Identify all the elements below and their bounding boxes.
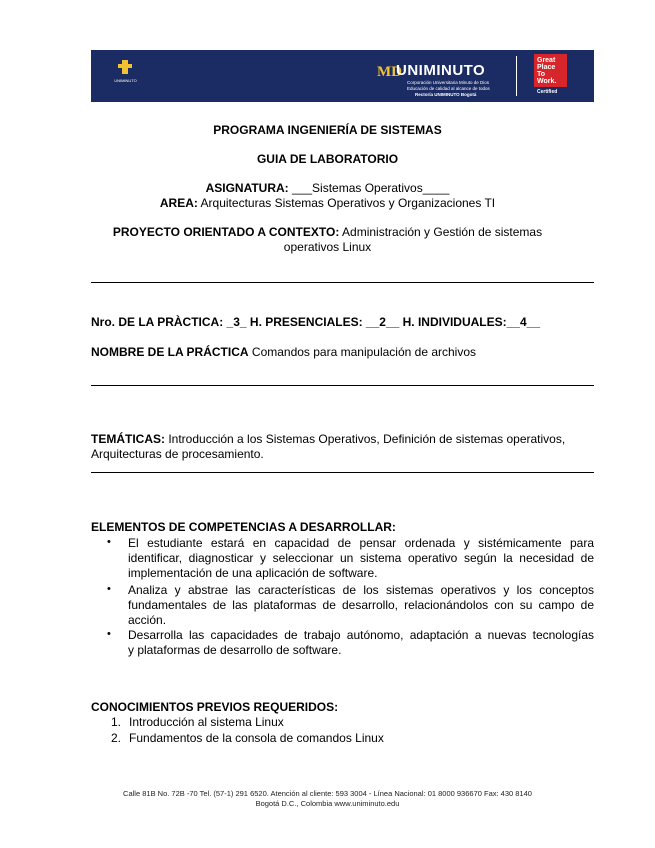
- subject-label: ASIGNATURA:: [205, 181, 289, 195]
- list-item-text: Fundamentos de la consola de comandos Linux: [129, 731, 384, 745]
- practice-name-label: NOMBRE DE LA PRÁCTICA: [91, 345, 249, 359]
- list-item-number: 1.: [111, 715, 122, 729]
- list-item-line: Desarrolla las capacidades de trabajo autónomo, adaptación a nuevas tecnologías: [128, 628, 594, 642]
- great-place-to-work-badge: [534, 54, 567, 99]
- gptw-line: Place: [537, 64, 556, 71]
- program-title: PROGRAMA INGENIERÍA DE SISTEMAS: [213, 123, 442, 137]
- md-logo: MD: [377, 64, 402, 80]
- gptw-certified-label: Certified: [537, 89, 558, 95]
- banner-divider: [516, 56, 517, 96]
- topics-label: TEMÁTICAS:: [91, 432, 165, 446]
- competences-title: ELEMENTOS DE COMPETENCIAS A DESARROLLAR:: [91, 520, 396, 534]
- topics-line: [91, 432, 565, 446]
- uniminuto-crest-icon: [109, 56, 141, 96]
- project-label: PROYECTO ORIENTADO A CONTEXTO:: [112, 225, 340, 239]
- list-item-line: implementación de una aplicación de software.: [128, 566, 378, 580]
- list-item-text: [128, 583, 594, 628]
- prereq-title: CONOCIMIENTOS PREVIOS REQUERIDOS:: [91, 700, 339, 714]
- topics-line-2: Arquitecturas de procesamiento.: [91, 447, 264, 461]
- bullet-icon: •: [107, 628, 111, 640]
- practice-info: Nro. DE LA PRÀCTICA: _3_ H. PRESENCIALES: __2__ H. INDIVIDUALES:__4__: [91, 315, 540, 329]
- list-item: [111, 731, 384, 745]
- list-item-line: identificar, diagnosticar y seleccionar un sistema operativo según la necesidad de: [128, 551, 594, 565]
- area-label: AREA:: [159, 196, 198, 210]
- list-item-text: Introducción al sistema Linux: [129, 715, 284, 729]
- university-tagline: Educación de calidad al alcance de todos: [407, 86, 490, 91]
- subject-value: ___Sistemas Operativos____: [288, 181, 450, 195]
- separator-line: [91, 282, 594, 283]
- list-item: [111, 715, 284, 729]
- list-item-line: El estudiante estará en capacidad de pensar ordenada y sistémicamente para: [128, 536, 594, 550]
- list-item-text: [128, 536, 594, 581]
- left-logo-text: UNIMINUTO: [114, 78, 137, 83]
- practice-name-line: [91, 345, 476, 359]
- university-name: UNIMINUTO: [396, 62, 486, 79]
- bullet-icon: •: [107, 536, 111, 548]
- list-item-line: Analiza y abstrae las características de los sistemas operativos y los conceptos: [128, 583, 594, 597]
- gptw-line: Work.: [537, 78, 557, 85]
- footer-city-web: Bogotá D.C., Colombia www.uniminuto.edu: [255, 799, 400, 808]
- list-item-line: fundamentales de las plataformas de desarrollo, relacionándolos con su campo de: [128, 598, 594, 612]
- gptw-certified: [534, 87, 567, 99]
- area-value: Arquitecturas Sistemas Operativos y Organizaciones TI: [197, 196, 496, 210]
- list-item-line: y plataformas de desarrollo de software.: [128, 643, 342, 657]
- gptw-line: To: [537, 71, 546, 78]
- header-banner: [91, 50, 594, 102]
- guide-title: GUIA DE LABORATORIO: [256, 152, 399, 166]
- separator-line: [91, 472, 594, 473]
- area-line: [0, 196, 655, 210]
- topics-value: Introducción a los Sistemas Operativos, Definición de sistemas operativos,: [165, 432, 566, 446]
- project-value: Administración y Gestión de sistemas: [339, 225, 543, 239]
- project-line-2: operativos Linux: [283, 240, 372, 254]
- project-line: [0, 225, 655, 239]
- gptw-line: Great: [537, 57, 556, 64]
- university-rectory: Rectoría UNIMINUTO Bogotá: [415, 92, 477, 97]
- separator-line: [91, 385, 594, 386]
- bullet-icon: •: [107, 583, 111, 595]
- practice-name-value: Comandos para manipulación de archivos: [248, 345, 477, 359]
- list-item-line: acción.: [128, 613, 167, 627]
- list-item-number: 2.: [111, 731, 122, 745]
- subject-line: [0, 181, 655, 195]
- university-subtitle: Corporación Universitaria Minuto de Dios: [407, 80, 490, 85]
- footer-address: Calle 81B No. 72B -70 Tel. (57-1) 291 6520. Atención al cliente: 593 3004 - Línea Nacional: 01 8000 936670 Fax: 430 8140: [123, 789, 532, 798]
- list-item-text: [128, 628, 594, 658]
